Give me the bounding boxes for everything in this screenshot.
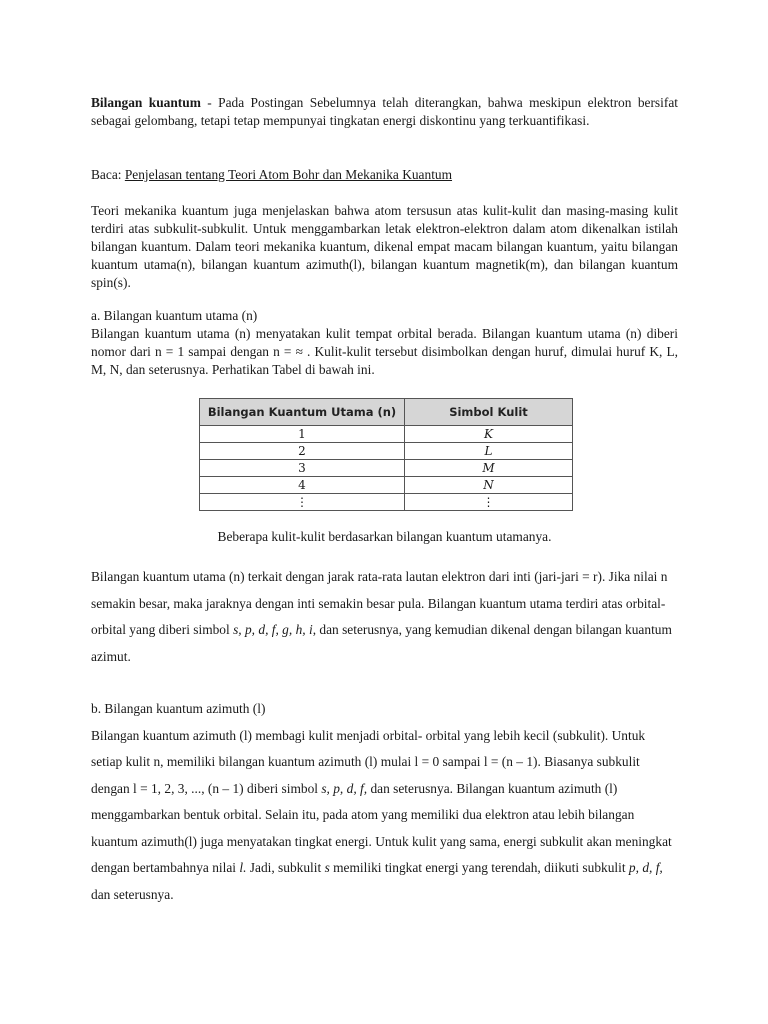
table-cell: 1 — [200, 426, 405, 443]
section-b-body — [91, 723, 678, 909]
intro-text: - Pada Postingan Sebelumnya telah diterangkan, bahwa meskipun elektron bersifat sebagai gelombang, tetapi tetap mempunyai tingkatan energi diskontinu yang terkuantifikasi. — [91, 95, 678, 128]
paragraph3-after: , dan seterusnya, yang kemudian dikenal dengan bilangan kuantum azimut. — [91, 622, 672, 664]
document-page — [91, 94, 678, 902]
section-a-heading: a. Bilangan kuantum utama (n) — [91, 308, 258, 323]
read-also-line — [91, 166, 452, 184]
table-cell: N — [405, 477, 573, 494]
section-b-text: Jadi, subkulit — [246, 860, 325, 875]
section-b-symbol: l. — [239, 860, 247, 875]
section-b-heading: b. Bilangan kuantum azimuth (l) — [91, 701, 266, 716]
table-row — [200, 460, 573, 477]
section-b-text: memiliki tingkat energi yang terendah, diikuti subkulit — [329, 860, 629, 875]
table-cell: M — [405, 460, 573, 477]
read-also-label: Baca: — [91, 167, 125, 182]
table-cell: 3 — [200, 460, 405, 477]
table-cell: L — [405, 443, 573, 460]
section-a-body: Bilangan kuantum utama (n) menyatakan kulit tempat orbital berada. Bilangan kuantum utama (n) diberi nomor dari n = 1 sampai dengan n = ≈ . Kulit-kulit tersebut disimbolkan dengan huruf, dimulai huruf K, L, M, N, dan seterusnya. Perhatikan Tabel di bawah ini. — [91, 326, 678, 377]
table-cell: 2 — [200, 443, 405, 460]
table-row — [200, 494, 573, 511]
table-header-row — [200, 399, 573, 426]
section-a — [91, 307, 678, 379]
section-b-symbol: s, p, d, f, — [321, 780, 368, 796]
section-b-symbol: p, d, f, — [628, 860, 663, 875]
intro-bold-term: Bilangan kuantum — [91, 95, 201, 110]
quantum-number-table — [199, 398, 573, 511]
section-b-symbol: s — [324, 860, 330, 875]
section-b-text: dan seterusnya. Bilangan kuantum azimuth (l) menggambarkan bentuk orbital. Selain itu, pada atom yang memiliki dua elektron atau lebih bilangan kuantum azimuth(l) juga menyatakan tingkat energi. Untuk kulit yang sama, energi subkulit akan meningkat dengan bertambahnya nilai — [91, 780, 672, 875]
table-cell: ⋮ — [405, 494, 573, 511]
table-row — [200, 426, 573, 443]
section-b-text: Bilangan kuantum azimuth (l) membagi kulit menjadi orbital- orbital yang lebih kecil (subkulit). Untuk setiap kulit n, memiliki bilangan kuantum azimuth (l) mulai l = 0 sampai l = (n – 1). Biasanya subkulit dengan l = 1, 2, 3, ..., (n – 1) diberi simbol — [91, 727, 646, 796]
column-header: Bilangan Kuantum Utama (n) — [200, 399, 405, 426]
orbital-symbols: s, p, d, f, g, h, i — [233, 622, 313, 637]
theory-paragraph: Teori mekanika kuantum juga menjelaskan bahwa atom tersusun atas kulit-kulit dan masing-masing kulit terdiri atas subkulit-subkulit. Untuk menggambarkan letak elektron-elektron dalam atom dikenalkan istilah bilangan kuantum. Dalam teori mekanika kuantum, dikenal empat macam bilangan kuantum, yaitu bilangan kuantum utama(n), bilangan kuantum azimuth(l), bilangan kuantum magnetik(m), dan bilangan kuantum spin(s). — [91, 203, 678, 290]
table-cell: K — [405, 426, 573, 443]
column-header: Simbol Kulit — [405, 399, 573, 426]
intro-paragraph — [91, 94, 678, 130]
table-row — [200, 443, 573, 460]
table-cell: ⋮ — [200, 494, 405, 511]
table-caption: Beberapa kulit-kulit berdasarkan bilangan kuantum utamanya. — [217, 529, 552, 544]
paragraph3-before: Bilangan kuantum utama (n) terkait dengan jarak rata-rata lautan elektron dari inti (jari-jari = r). Jika nilai n semakin besar, maka jaraknya dengan inti semakin besar pula. Bilangan kuantum utama terdiri atas orbital-orbital yang diberi simbol — [91, 569, 668, 637]
principal-number-paragraph — [91, 564, 678, 670]
section-b — [91, 696, 678, 908]
table-row — [200, 477, 573, 494]
section-b-text: dan seterusnya. — [91, 886, 174, 902]
read-also-link[interactable]: Penjelasan tentang Teori Atom Bohr dan Mekanika Kuantum — [124, 167, 453, 182]
table-cell: 4 — [200, 477, 405, 494]
